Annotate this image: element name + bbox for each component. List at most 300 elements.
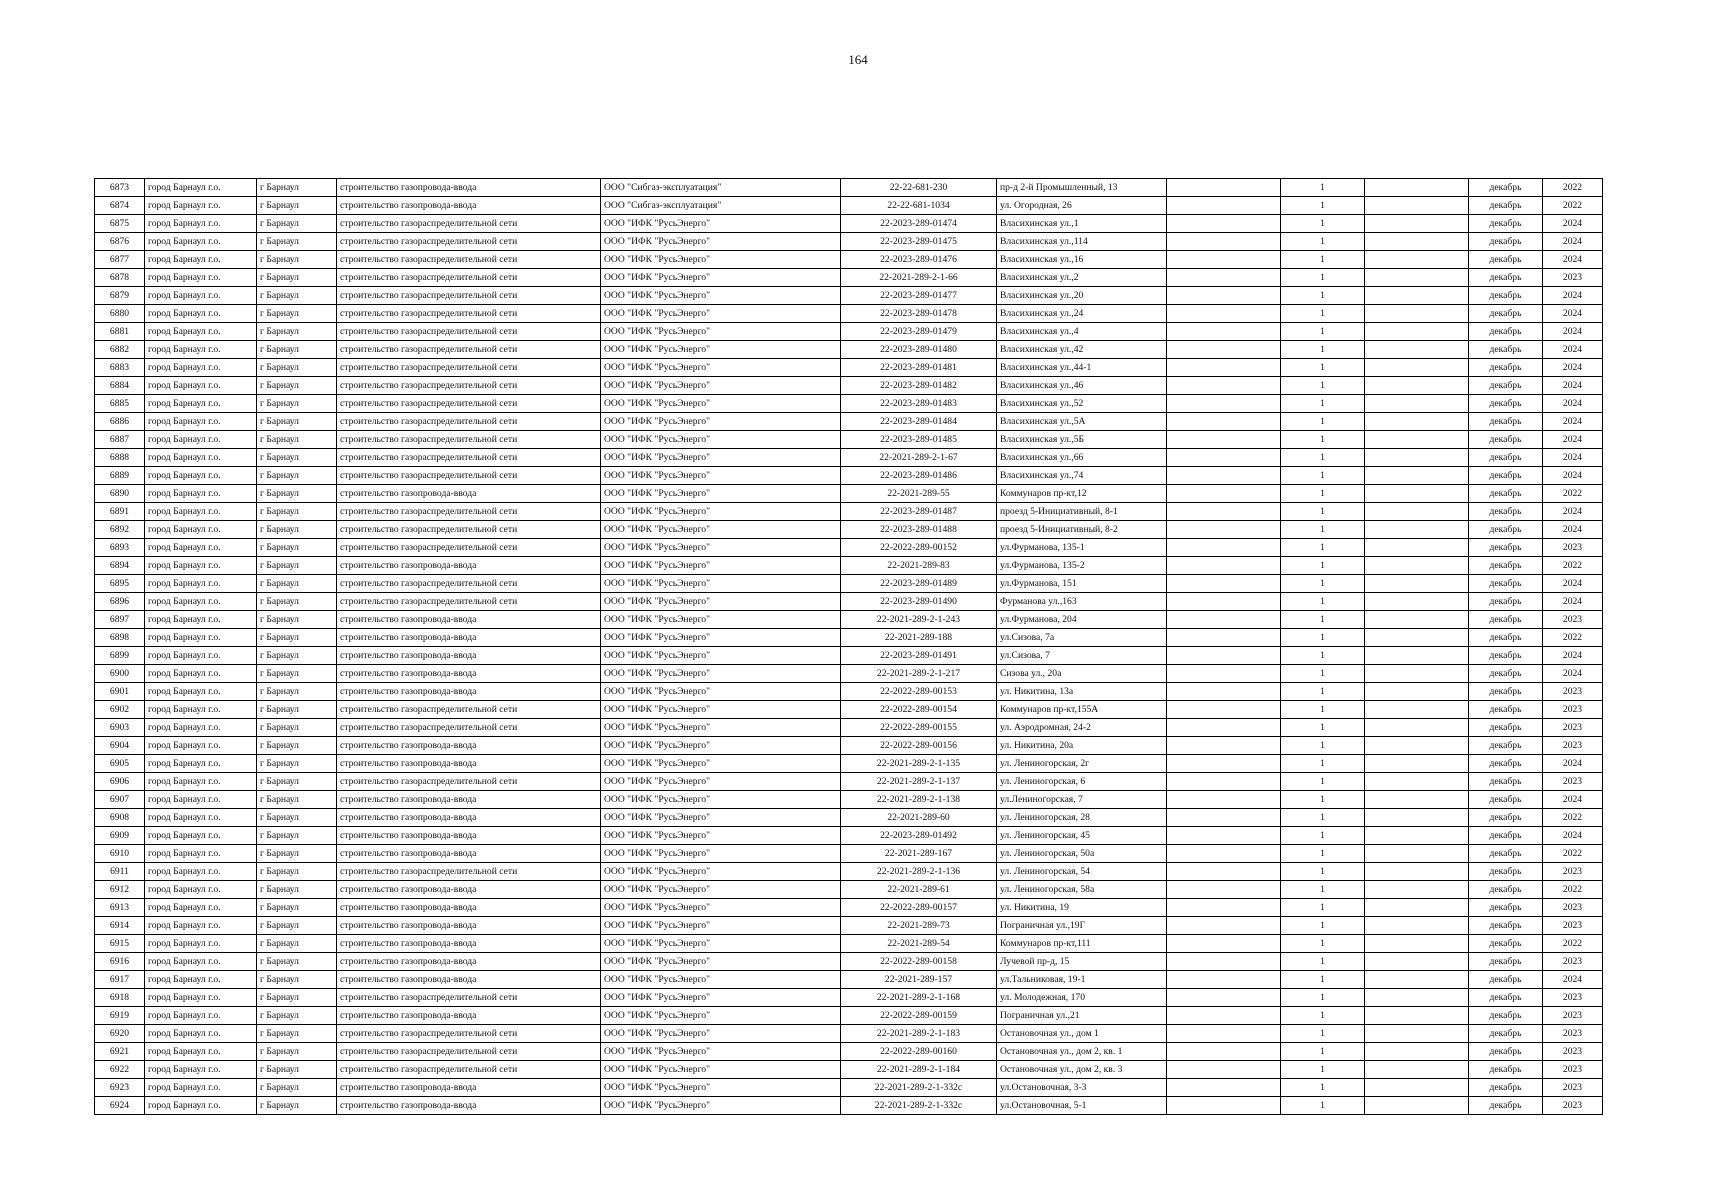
cell-address: ул.Сизова, 7	[997, 647, 1167, 665]
cell-row-number: 6878	[95, 269, 145, 287]
cell-address: проезд 5-Инициативный, 8-2	[997, 521, 1167, 539]
cell-application-number: 22-2021-289-54	[841, 935, 997, 953]
cell-month: декабрь	[1469, 449, 1543, 467]
cell-work-type: строительство газопровода-ввода	[337, 935, 601, 953]
cell-work-type: строительство газораспределительной сети	[337, 1025, 601, 1043]
table-row	[95, 845, 1603, 863]
cell-row-number: 6877	[95, 251, 145, 269]
cell-address: проезд 5-Инициативный, 8-1	[997, 503, 1167, 521]
cell-work-type: строительство газораспределительной сети	[337, 773, 601, 791]
cell-quantity: 1	[1281, 1043, 1365, 1061]
cell-month: декабрь	[1469, 773, 1543, 791]
cell-organization: ООО "ИФК "РусьЭнерго"	[601, 377, 841, 395]
cell-blank-cell	[1167, 791, 1281, 809]
cell-address: ул.Остановочная, 3-3	[997, 1079, 1167, 1097]
cell-blank-cell	[1167, 1007, 1281, 1025]
cell-organization: ООО "ИФК "РусьЭнерго"	[601, 737, 841, 755]
cell-blank-cell	[1167, 629, 1281, 647]
cell-work-type: строительство газораспределительной сети	[337, 215, 601, 233]
cell-quantity: 1	[1281, 1061, 1365, 1079]
cell-blank-cell	[1167, 395, 1281, 413]
cell-row-number: 6921	[95, 1043, 145, 1061]
cell-organization: ООО "ИФК "РусьЭнерго"	[601, 449, 841, 467]
cell-quantity: 1	[1281, 215, 1365, 233]
cell-address: Пограничная ул.,21	[997, 1007, 1167, 1025]
cell-row-number: 6891	[95, 503, 145, 521]
cell-quantity: 1	[1281, 881, 1365, 899]
cell-row-number: 6919	[95, 1007, 145, 1025]
cell-address: ул. Огородная, 26	[997, 197, 1167, 215]
cell-application-number: 22-2021-289-2-1-168	[841, 989, 997, 1007]
table-row	[95, 197, 1603, 215]
cell-organization: ООО "ИФК "РусьЭнерго"	[601, 863, 841, 881]
cell-year: 2024	[1543, 647, 1603, 665]
cell-quantity: 1	[1281, 341, 1365, 359]
cell-organization: ООО "ИФК "РусьЭнерго"	[601, 1061, 841, 1079]
cell-month: декабрь	[1469, 503, 1543, 521]
cell-application-number: 22-2023-289-01477	[841, 287, 997, 305]
cell-quantity: 1	[1281, 377, 1365, 395]
cell-address: Пограничная ул.,19Г	[997, 917, 1167, 935]
cell-quantity: 1	[1281, 953, 1365, 971]
cell-quantity: 1	[1281, 305, 1365, 323]
cell-blank-cell	[1365, 269, 1469, 287]
cell-year: 2023	[1543, 1097, 1603, 1115]
cell-organization: ООО "ИФК "РусьЭнерго"	[601, 323, 841, 341]
cell-settlement: г Барнаул	[257, 359, 337, 377]
cell-municipality: город Барнаул г.о.	[145, 737, 257, 755]
cell-address: ул. Молодежная, 170	[997, 989, 1167, 1007]
cell-organization: ООО "ИФК "РусьЭнерго"	[601, 755, 841, 773]
cell-settlement: г Барнаул	[257, 611, 337, 629]
cell-municipality: город Барнаул г.о.	[145, 557, 257, 575]
cell-organization: ООО "ИФК "РусьЭнерго"	[601, 917, 841, 935]
cell-row-number: 6912	[95, 881, 145, 899]
cell-year: 2024	[1543, 305, 1603, 323]
cell-year: 2023	[1543, 917, 1603, 935]
cell-blank-cell	[1167, 323, 1281, 341]
cell-blank-cell	[1365, 341, 1469, 359]
cell-organization: ООО "ИФК "РусьЭнерго"	[601, 287, 841, 305]
cell-month: декабрь	[1469, 215, 1543, 233]
cell-row-number: 6907	[95, 791, 145, 809]
cell-blank-cell	[1365, 179, 1469, 197]
cell-blank-cell	[1167, 269, 1281, 287]
cell-application-number: 22-2021-289-83	[841, 557, 997, 575]
cell-blank-cell	[1365, 935, 1469, 953]
cell-year: 2022	[1543, 809, 1603, 827]
cell-municipality: город Барнаул г.о.	[145, 305, 257, 323]
cell-organization: ООО "Сибгаз-эксплуатация"	[601, 197, 841, 215]
cell-work-type: строительство газораспределительной сети	[337, 395, 601, 413]
cell-row-number: 6893	[95, 539, 145, 557]
cell-row-number: 6905	[95, 755, 145, 773]
cell-settlement: г Барнаул	[257, 251, 337, 269]
cell-settlement: г Барнаул	[257, 629, 337, 647]
table-row	[95, 863, 1603, 881]
cell-quantity: 1	[1281, 575, 1365, 593]
cell-application-number: 22-2023-289-01483	[841, 395, 997, 413]
cell-blank-cell	[1167, 1061, 1281, 1079]
cell-row-number: 6918	[95, 989, 145, 1007]
cell-month: декабрь	[1469, 1079, 1543, 1097]
table-row	[95, 1097, 1603, 1115]
cell-work-type: строительство газораспределительной сети	[337, 233, 601, 251]
cell-organization: ООО "ИФК "РусьЭнерго"	[601, 899, 841, 917]
cell-address: Власихинская ул.,20	[997, 287, 1167, 305]
cell-blank-cell	[1365, 827, 1469, 845]
cell-settlement: г Барнаул	[257, 287, 337, 305]
cell-work-type: строительство газораспределительной сети	[337, 341, 601, 359]
cell-address: Власихинская ул.,66	[997, 449, 1167, 467]
table-row	[95, 755, 1603, 773]
cell-address: Власихинская ул.,4	[997, 323, 1167, 341]
table-row	[95, 1007, 1603, 1025]
cell-address: ул.Фурманова, 135-1	[997, 539, 1167, 557]
cell-year: 2023	[1543, 863, 1603, 881]
cell-application-number: 22-2022-289-00159	[841, 1007, 997, 1025]
cell-application-number: 22-2022-289-00155	[841, 719, 997, 737]
cell-municipality: город Барнаул г.о.	[145, 1043, 257, 1061]
cell-quantity: 1	[1281, 719, 1365, 737]
cell-settlement: г Барнаул	[257, 593, 337, 611]
cell-work-type: строительство газопровода-ввода	[337, 899, 601, 917]
cell-blank-cell	[1167, 953, 1281, 971]
cell-application-number: 22-2023-289-01482	[841, 377, 997, 395]
cell-blank-cell	[1365, 1007, 1469, 1025]
cell-municipality: город Барнаул г.о.	[145, 521, 257, 539]
cell-quantity: 1	[1281, 449, 1365, 467]
cell-quantity: 1	[1281, 1025, 1365, 1043]
cell-organization: ООО "ИФК "РусьЭнерго"	[601, 1079, 841, 1097]
cell-year: 2023	[1543, 737, 1603, 755]
cell-address: Власихинская ул.,2	[997, 269, 1167, 287]
cell-blank-cell	[1167, 809, 1281, 827]
cell-settlement: г Барнаул	[257, 197, 337, 215]
cell-year: 2024	[1543, 467, 1603, 485]
cell-settlement: г Барнаул	[257, 881, 337, 899]
cell-settlement: г Барнаул	[257, 449, 337, 467]
cell-blank-cell	[1365, 791, 1469, 809]
cell-municipality: город Барнаул г.о.	[145, 863, 257, 881]
cell-blank-cell	[1167, 917, 1281, 935]
cell-month: декабрь	[1469, 899, 1543, 917]
cell-row-number: 6879	[95, 287, 145, 305]
cell-address: Власихинская ул.,74	[997, 467, 1167, 485]
cell-year: 2022	[1543, 179, 1603, 197]
table-row	[95, 287, 1603, 305]
cell-settlement: г Барнаул	[257, 809, 337, 827]
cell-blank-cell	[1167, 989, 1281, 1007]
cell-organization: ООО "ИФК "РусьЭнерго"	[601, 1007, 841, 1025]
cell-year: 2024	[1543, 827, 1603, 845]
cell-row-number: 6895	[95, 575, 145, 593]
cell-quantity: 1	[1281, 647, 1365, 665]
cell-address: ул. Лениногорская, 28	[997, 809, 1167, 827]
cell-quantity: 1	[1281, 1007, 1365, 1025]
cell-blank-cell	[1167, 197, 1281, 215]
cell-organization: ООО "ИФК "РусьЭнерго"	[601, 701, 841, 719]
cell-settlement: г Барнаул	[257, 557, 337, 575]
cell-blank-cell	[1167, 557, 1281, 575]
cell-application-number: 22-2023-289-01476	[841, 251, 997, 269]
cell-municipality: город Барнаул г.о.	[145, 503, 257, 521]
cell-row-number: 6920	[95, 1025, 145, 1043]
cell-application-number: 22-2021-289-55	[841, 485, 997, 503]
cell-application-number: 22-2023-289-01492	[841, 827, 997, 845]
cell-settlement: г Барнаул	[257, 413, 337, 431]
cell-address: Коммунаров пр-кт,111	[997, 935, 1167, 953]
cell-municipality: город Барнаул г.о.	[145, 773, 257, 791]
cell-address: Власихинская ул.,1	[997, 215, 1167, 233]
cell-month: декабрь	[1469, 701, 1543, 719]
cell-blank-cell	[1167, 233, 1281, 251]
table-row	[95, 179, 1603, 197]
cell-settlement: г Барнаул	[257, 233, 337, 251]
cell-application-number: 22-2023-289-01474	[841, 215, 997, 233]
table-row	[95, 251, 1603, 269]
cell-blank-cell	[1167, 1043, 1281, 1061]
table-row	[95, 971, 1603, 989]
cell-application-number: 22-2021-289-2-1-332с	[841, 1097, 997, 1115]
cell-year: 2023	[1543, 683, 1603, 701]
cell-organization: ООО "ИФК "РусьЭнерго"	[601, 647, 841, 665]
table-row	[95, 791, 1603, 809]
cell-organization: ООО "ИФК "РусьЭнерго"	[601, 269, 841, 287]
cell-organization: ООО "ИФК "РусьЭнерго"	[601, 467, 841, 485]
cell-work-type: строительство газопровода-ввода	[337, 881, 601, 899]
cell-settlement: г Барнаул	[257, 719, 337, 737]
cell-row-number: 6896	[95, 593, 145, 611]
cell-blank-cell	[1167, 503, 1281, 521]
cell-settlement: г Барнаул	[257, 917, 337, 935]
cell-organization: ООО "ИФК "РусьЭнерго"	[601, 305, 841, 323]
cell-settlement: г Барнаул	[257, 863, 337, 881]
cell-application-number: 22-2023-289-01485	[841, 431, 997, 449]
cell-application-number: 22-2021-289-2-1-184	[841, 1061, 997, 1079]
cell-quantity: 1	[1281, 593, 1365, 611]
cell-work-type: строительство газопровода-ввода	[337, 791, 601, 809]
cell-month: декабрь	[1469, 755, 1543, 773]
cell-quantity: 1	[1281, 755, 1365, 773]
cell-municipality: город Барнаул г.о.	[145, 683, 257, 701]
cell-application-number: 22-2023-289-01490	[841, 593, 997, 611]
cell-row-number: 6904	[95, 737, 145, 755]
cell-address: ул.Тальниковая, 19-1	[997, 971, 1167, 989]
cell-month: декабрь	[1469, 359, 1543, 377]
cell-municipality: город Барнаул г.о.	[145, 809, 257, 827]
cell-address: Остановочная ул., дом 1	[997, 1025, 1167, 1043]
cell-address: ул. Лениногорская, 45	[997, 827, 1167, 845]
table-row	[95, 899, 1603, 917]
cell-municipality: город Барнаул г.о.	[145, 575, 257, 593]
cell-row-number: 6915	[95, 935, 145, 953]
cell-blank-cell	[1365, 971, 1469, 989]
cell-year: 2024	[1543, 233, 1603, 251]
cell-row-number: 6900	[95, 665, 145, 683]
cell-blank-cell	[1365, 1043, 1469, 1061]
cell-application-number: 22-2021-289-2-1-138	[841, 791, 997, 809]
cell-row-number: 6886	[95, 413, 145, 431]
cell-year: 2022	[1543, 845, 1603, 863]
cell-month: декабрь	[1469, 197, 1543, 215]
cell-address: Власихинская ул.,46	[997, 377, 1167, 395]
table-row	[95, 431, 1603, 449]
cell-year: 2023	[1543, 269, 1603, 287]
cell-row-number: 6889	[95, 467, 145, 485]
cell-address: Власихинская ул.,5А	[997, 413, 1167, 431]
cell-address: Власихинская ул.,52	[997, 395, 1167, 413]
cell-quantity: 1	[1281, 791, 1365, 809]
cell-row-number: 6911	[95, 863, 145, 881]
cell-year: 2023	[1543, 1079, 1603, 1097]
cell-application-number: 22-2021-289-2-1-66	[841, 269, 997, 287]
cell-municipality: город Барнаул г.о.	[145, 665, 257, 683]
cell-work-type: строительство газопровода-ввода	[337, 179, 601, 197]
cell-municipality: город Барнаул г.о.	[145, 1079, 257, 1097]
cell-quantity: 1	[1281, 917, 1365, 935]
cell-organization: ООО "ИФК "РусьЭнерго"	[601, 683, 841, 701]
cell-year: 2023	[1543, 1025, 1603, 1043]
cell-quantity: 1	[1281, 1079, 1365, 1097]
cell-blank-cell	[1365, 395, 1469, 413]
cell-work-type: строительство газораспределительной сети	[337, 323, 601, 341]
table-row	[95, 467, 1603, 485]
cell-blank-cell	[1365, 1079, 1469, 1097]
cell-application-number: 22-2022-289-00152	[841, 539, 997, 557]
cell-application-number: 22-2022-289-00158	[841, 953, 997, 971]
cell-blank-cell	[1365, 575, 1469, 593]
cell-settlement: г Барнаул	[257, 539, 337, 557]
cell-year: 2022	[1543, 935, 1603, 953]
cell-address: Власихинская ул.,114	[997, 233, 1167, 251]
cell-application-number: 22-2021-289-2-1-183	[841, 1025, 997, 1043]
cell-work-type: строительство газопровода-ввода	[337, 557, 601, 575]
cell-address: Власихинская ул.,44-1	[997, 359, 1167, 377]
cell-application-number: 22-2021-289-73	[841, 917, 997, 935]
cell-month: декабрь	[1469, 575, 1543, 593]
cell-work-type: строительство газораспределительной сети	[337, 989, 601, 1007]
cell-year: 2022	[1543, 485, 1603, 503]
cell-municipality: город Барнаул г.о.	[145, 359, 257, 377]
cell-organization: ООО "ИФК "РусьЭнерго"	[601, 827, 841, 845]
cell-address: ул.Фурманова, 204	[997, 611, 1167, 629]
cell-organization: ООО "ИФК "РусьЭнерго"	[601, 611, 841, 629]
cell-municipality: город Барнаул г.о.	[145, 431, 257, 449]
cell-blank-cell	[1365, 305, 1469, 323]
cell-organization: ООО "ИФК "РусьЭнерго"	[601, 971, 841, 989]
cell-municipality: город Барнаул г.о.	[145, 953, 257, 971]
cell-municipality: город Барнаул г.о.	[145, 467, 257, 485]
cell-settlement: г Барнаул	[257, 521, 337, 539]
cell-address: Власихинская ул.,24	[997, 305, 1167, 323]
cell-quantity: 1	[1281, 665, 1365, 683]
cell-work-type: строительство газораспределительной сети	[337, 251, 601, 269]
cell-application-number: 22-2021-289-2-1-332с	[841, 1079, 997, 1097]
cell-settlement: г Барнаул	[257, 395, 337, 413]
cell-organization: ООО "ИФК "РусьЭнерго"	[601, 341, 841, 359]
cell-quantity: 1	[1281, 521, 1365, 539]
cell-blank-cell	[1365, 809, 1469, 827]
cell-month: декабрь	[1469, 647, 1543, 665]
cell-blank-cell	[1365, 467, 1469, 485]
cell-municipality: город Барнаул г.о.	[145, 629, 257, 647]
cell-organization: ООО "ИФК "РусьЭнерго"	[601, 665, 841, 683]
cell-quantity: 1	[1281, 395, 1365, 413]
cell-application-number: 22-2021-289-60	[841, 809, 997, 827]
cell-application-number: 22-2023-289-01486	[841, 467, 997, 485]
cell-blank-cell	[1167, 287, 1281, 305]
cell-municipality: город Барнаул г.о.	[145, 197, 257, 215]
cell-month: декабрь	[1469, 809, 1543, 827]
cell-quantity: 1	[1281, 971, 1365, 989]
cell-year: 2023	[1543, 899, 1603, 917]
cell-row-number: 6884	[95, 377, 145, 395]
cell-settlement: г Барнаул	[257, 1043, 337, 1061]
cell-row-number: 6876	[95, 233, 145, 251]
cell-blank-cell	[1365, 917, 1469, 935]
table-row	[95, 935, 1603, 953]
cell-address: ул. Никитина, 20а	[997, 737, 1167, 755]
cell-quantity: 1	[1281, 539, 1365, 557]
cell-address: ул. Никитина, 13а	[997, 683, 1167, 701]
cell-application-number: 22-2023-289-01489	[841, 575, 997, 593]
table-row	[95, 521, 1603, 539]
cell-quantity: 1	[1281, 413, 1365, 431]
cell-year: 2024	[1543, 341, 1603, 359]
table-row	[95, 557, 1603, 575]
cell-address: Коммунаров пр-кт,155А	[997, 701, 1167, 719]
cell-year: 2024	[1543, 791, 1603, 809]
cell-work-type: строительство газопровода-ввода	[337, 1097, 601, 1115]
cell-month: декабрь	[1469, 485, 1543, 503]
cell-blank-cell	[1365, 719, 1469, 737]
cell-quantity: 1	[1281, 629, 1365, 647]
cell-year: 2024	[1543, 449, 1603, 467]
cell-month: декабрь	[1469, 881, 1543, 899]
cell-month: декабрь	[1469, 539, 1543, 557]
cell-year: 2024	[1543, 593, 1603, 611]
cell-row-number: 6903	[95, 719, 145, 737]
cell-year: 2023	[1543, 701, 1603, 719]
cell-work-type: строительство газораспределительной сети	[337, 449, 601, 467]
cell-organization: ООО "ИФК "РусьЭнерго"	[601, 557, 841, 575]
cell-blank-cell	[1167, 935, 1281, 953]
cell-month: декабрь	[1469, 953, 1543, 971]
cell-municipality: город Барнаул г.о.	[145, 611, 257, 629]
cell-blank-cell	[1167, 1079, 1281, 1097]
cell-blank-cell	[1365, 647, 1469, 665]
cell-blank-cell	[1365, 629, 1469, 647]
cell-month: декабрь	[1469, 971, 1543, 989]
cell-settlement: г Барнаул	[257, 215, 337, 233]
cell-month: декабрь	[1469, 431, 1543, 449]
cell-address: ул. Лениногорская, 6	[997, 773, 1167, 791]
cell-year: 2022	[1543, 629, 1603, 647]
table-row	[95, 575, 1603, 593]
cell-address: ул. Лениногорская, 2г	[997, 755, 1167, 773]
cell-blank-cell	[1365, 863, 1469, 881]
cell-row-number: 6882	[95, 341, 145, 359]
cell-organization: ООО "ИФК "РусьЭнерго"	[601, 251, 841, 269]
cell-month: декабрь	[1469, 287, 1543, 305]
cell-organization: ООО "ИФК "РусьЭнерго"	[601, 539, 841, 557]
cell-work-type: строительство газопровода-ввода	[337, 737, 601, 755]
cell-municipality: город Барнаул г.о.	[145, 755, 257, 773]
cell-quantity: 1	[1281, 269, 1365, 287]
cell-month: декабрь	[1469, 1025, 1543, 1043]
cell-settlement: г Барнаул	[257, 1097, 337, 1115]
